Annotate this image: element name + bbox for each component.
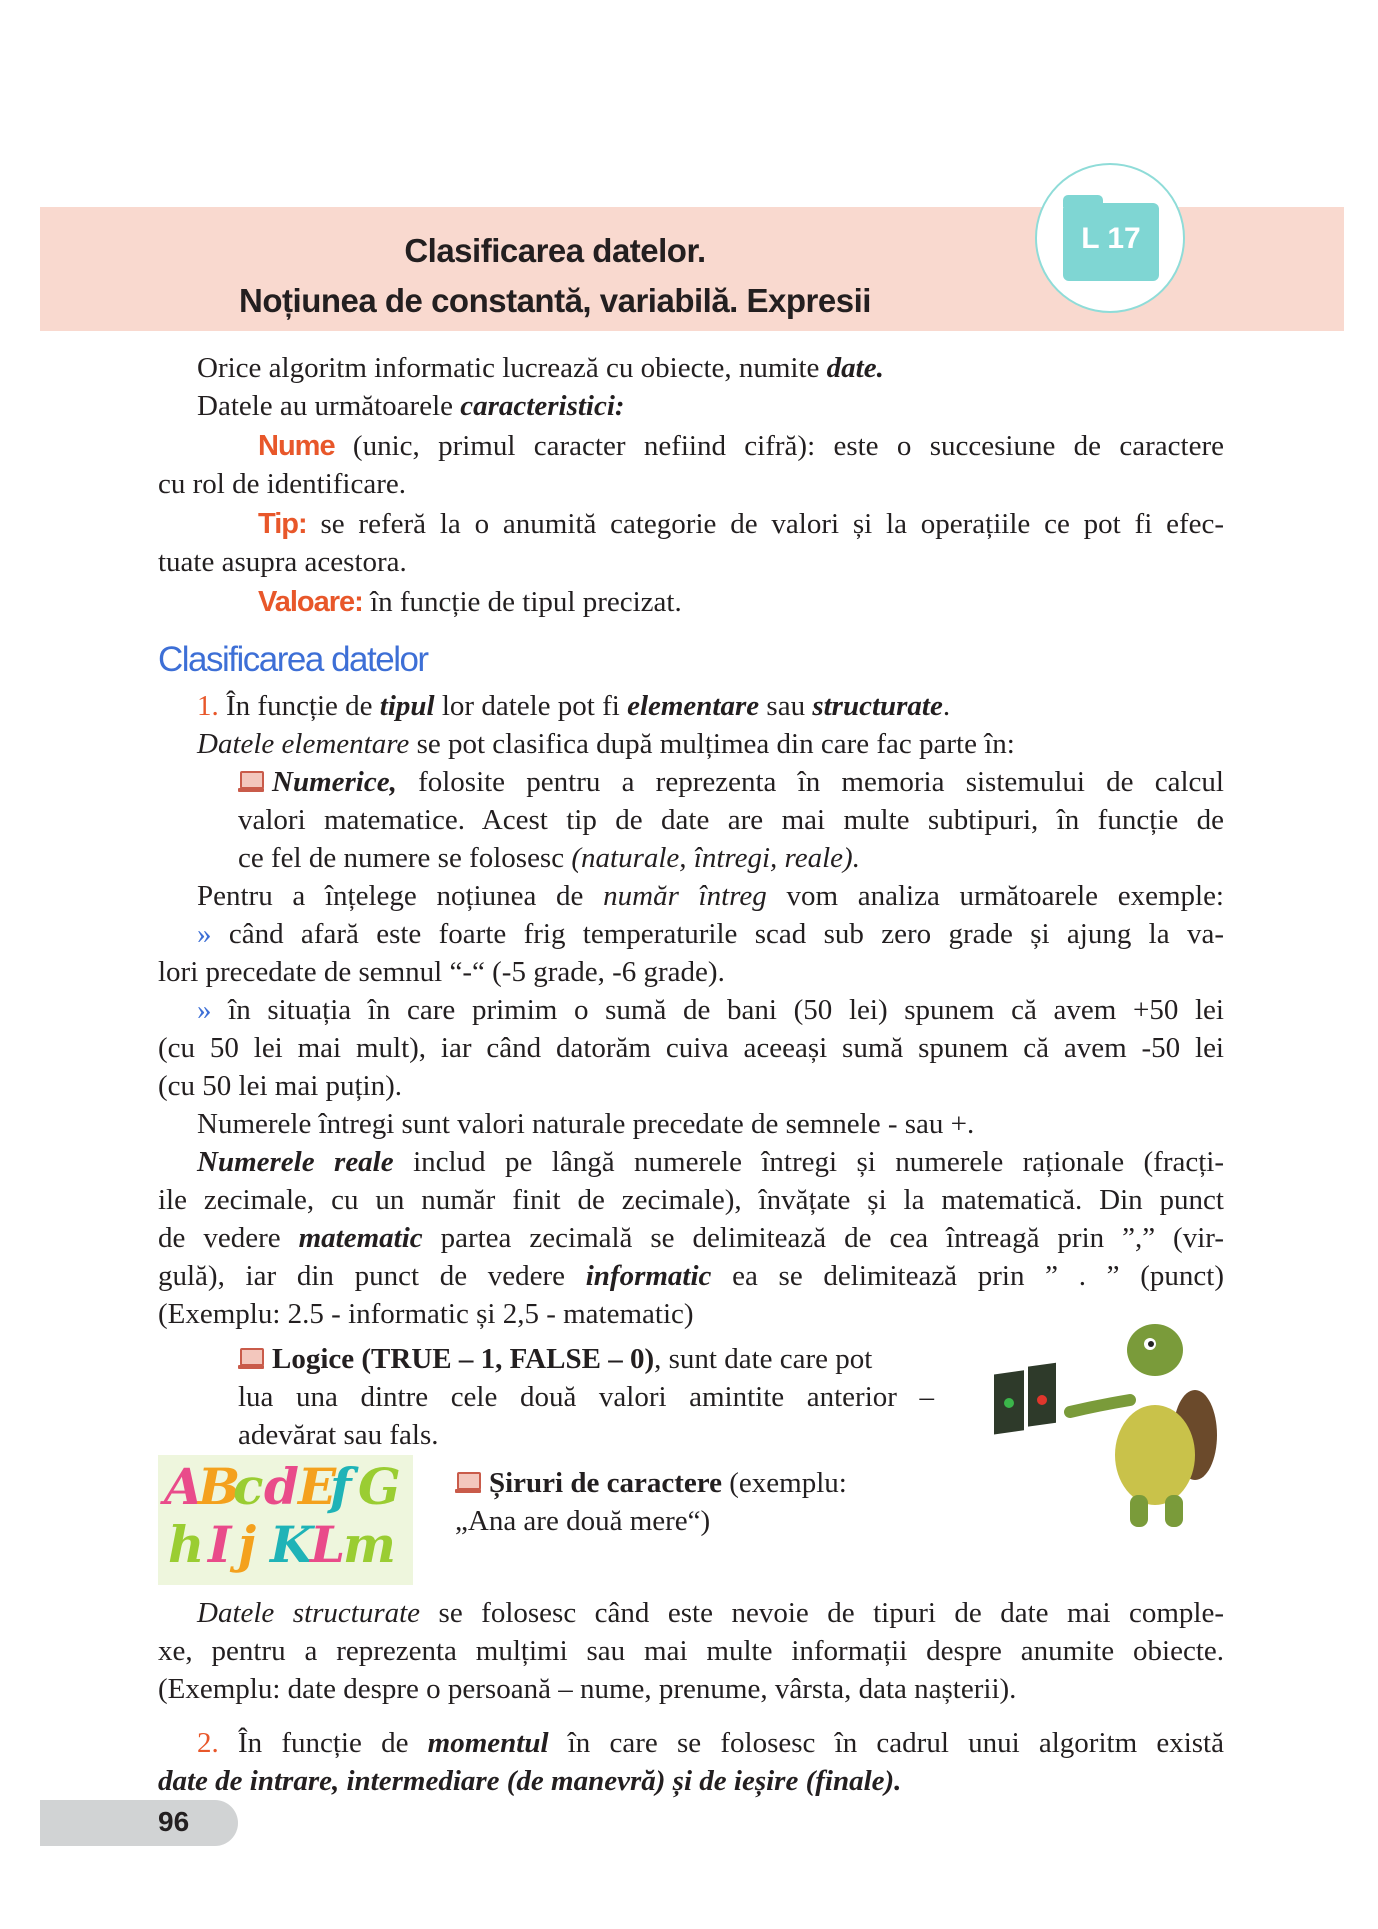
red-button-icon	[1037, 1395, 1047, 1405]
page-title-line1: Clasificarea datelor.	[404, 232, 706, 269]
nume-line1: Nume (unic, primul caracter nefiind cifră): este o succesiune de caractere	[258, 430, 1224, 462]
reale-line5: (Exemplu: 2.5 - informatic și 2,5 - matematic)	[158, 1298, 694, 1330]
reale-line2: ile zecimale, cu un număr finit de zecimale), învățate și la matematică. Din punct	[158, 1184, 1224, 1216]
reale-line4: gulă), iar din punct de vedere informatic ea se delimitează prin ” . ” (punct)	[158, 1260, 1224, 1292]
tip-line1: Tip: se referă la o anumită categorie de valori și la operațiile ce pot fi efec-	[258, 508, 1224, 540]
computer-icon	[238, 771, 264, 793]
siruri-line2: „Ana are două mere“)	[455, 1505, 711, 1537]
computer-icon	[238, 1348, 264, 1370]
turtle-illustration	[990, 1320, 1220, 1535]
bullet-marker: »	[197, 994, 212, 1026]
point2-line1: 2. În funcție de momentul în care se folosesc în cadrul unui algoritm există	[197, 1727, 1224, 1759]
intro-line2: Datele au următoarele caracteristici:	[197, 390, 625, 422]
intregi-definition: Numerele întregi sunt valori naturale precedate de semnele - sau +.	[197, 1108, 975, 1140]
structurate-line2: xe, pentru a reprezenta mulțimi sau mai multe informații despre anumite obiecte.	[158, 1635, 1224, 1667]
tip-label: Tip:	[258, 508, 307, 540]
page-number-tab	[40, 1800, 238, 1846]
logice-line3: adevărat sau fals.	[238, 1419, 439, 1451]
intro-line1: Orice algoritm informatic lucrează cu obiecte, numite date.	[197, 352, 884, 384]
example2-line2: (cu 50 lei mai mult), iar când datorăm cuiva aceeași sumă spunem că avem -50 lei	[158, 1032, 1224, 1064]
example1-line2: lori precedate de semnul “-“ (-5 grade, -6 grade).	[158, 956, 725, 988]
point1-line: 1. În funcție de tipul lor datele pot fi elementare sau structurate.	[197, 690, 951, 722]
example1-line1: » când afară este foarte frig temperaturile scad sub zero grade și ajung la va-	[197, 918, 1224, 950]
example2-line3: (cu 50 lei mai puțin).	[158, 1070, 403, 1102]
numerice-line1: Numerice, folosite pentru a reprezenta în memoria sistemului de calcul	[238, 763, 1224, 801]
elementare-line: Datele elementare se pot clasifica după mulțimea din care fac parte în:	[197, 728, 1015, 760]
bullet-marker: »	[197, 918, 212, 950]
point2-line2: date de intrare, intermediare (de manevră) și de ieșire (finale).	[158, 1765, 902, 1797]
siruri-line1: Șiruri de caractere (exemplu:	[455, 1464, 847, 1502]
reale-line3: de vedere matematic partea zecimală se delimitează de cea întreagă prin ”,” (vir-	[158, 1222, 1224, 1254]
nume-label: Nume	[258, 430, 335, 462]
numerice-line2: valori matematice. Acest tip de date are mai multe subtipuri, în funcție de	[238, 804, 1224, 836]
reale-line1: Numerele reale includ pe lângă numerele întregi și numerele raționale (fracți-	[197, 1146, 1225, 1178]
structurate-line3: (Exemplu: date despre o persoană – nume, prenume, vârsta, data nașterii).	[158, 1673, 1017, 1705]
page-title-line2: Noțiunea de constantă, variabilă. Expresii	[239, 282, 871, 319]
logice-line1: Logice (TRUE – 1, FALSE – 0), sunt date care pot	[238, 1340, 872, 1378]
green-button-icon	[1004, 1398, 1014, 1408]
alphabet-letters-image: A B c d E f G h I j K L m	[158, 1455, 413, 1585]
section-heading: Clasificarea datelor	[158, 640, 428, 679]
lesson-badge-label: L 17	[1081, 222, 1141, 255]
computer-icon	[455, 1472, 481, 1494]
page-number: 96	[158, 1806, 190, 1837]
switch-panel-red	[1028, 1363, 1056, 1427]
example2-line1: » în situația în care primim o sumă de bani (50 lei) spunem că avem +50 lei	[197, 994, 1224, 1026]
logice-line2: lua una dintre cele două valori amintite anterior –	[238, 1381, 934, 1413]
valoare-label: Valoare:	[258, 586, 363, 618]
numerice-line3: ce fel de numere se folosesc (naturale, întregi, reale).	[238, 842, 860, 874]
valoare-line: Valoare: în funcție de tipul precizat.	[258, 586, 682, 618]
structurate-line1: Datele structurate se folosesc când este nevoie de tipuri de date mai comple-	[197, 1597, 1224, 1629]
tip-line2: tuate asupra acestora.	[158, 546, 407, 578]
intreg-intro-line: Pentru a înțelege noțiunea de număr întreg vom analiza următoarele exemple:	[197, 880, 1224, 912]
nume-line2: cu rol de identificare.	[158, 468, 406, 500]
